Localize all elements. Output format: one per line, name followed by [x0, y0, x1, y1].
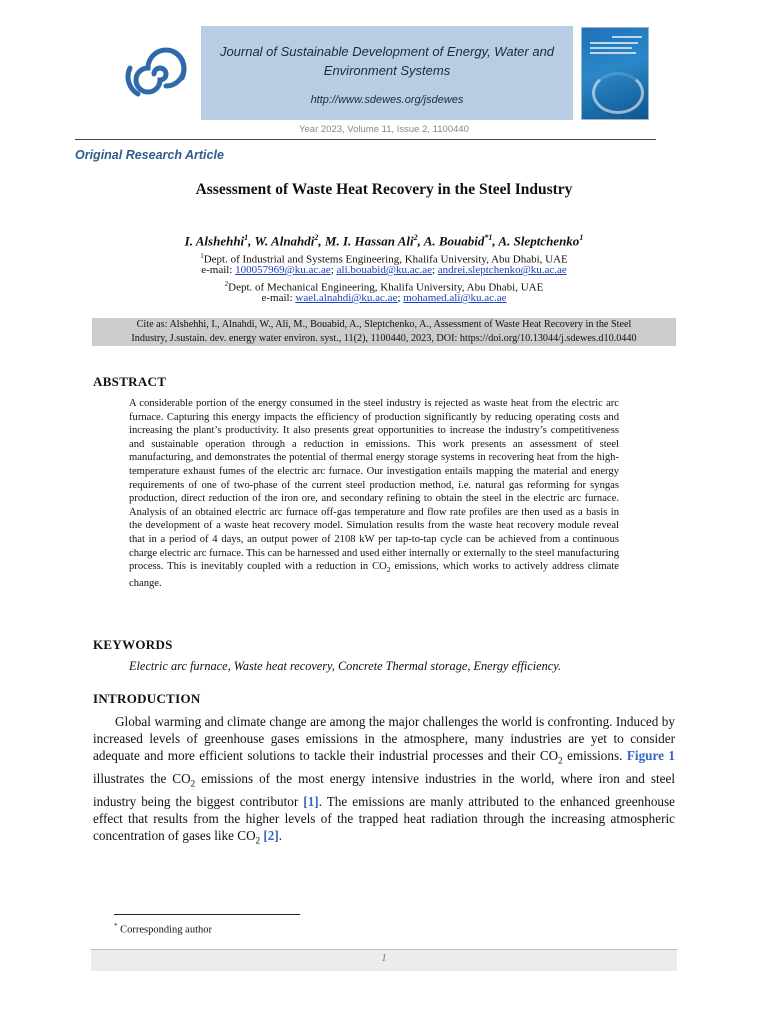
sdewes-logo-icon [116, 34, 196, 112]
journal-banner [201, 26, 573, 120]
author-affil-sup: 1 [579, 233, 584, 242]
subscript: 2 [558, 755, 563, 766]
author-sep: , [417, 233, 424, 249]
introduction-heading: INTRODUCTION [93, 691, 201, 706]
footnote [114, 922, 212, 936]
affiliation-dept: Dept. of Mechanical Engineering, Khalifa University, Abu Dhabi, UAE [228, 281, 544, 294]
body-text: emissions. [562, 748, 627, 764]
author-name: M. I. Hassan Ali [324, 233, 414, 249]
keywords-heading: KEYWORDS [93, 637, 173, 652]
citation-box [92, 318, 676, 346]
issue-line: Year 2023, Volume 11, Issue 2, 1100440 [299, 124, 469, 135]
author-list [0, 233, 768, 249]
abstract-body [129, 397, 619, 590]
footnote-text: Corresponding author [117, 924, 212, 936]
body-text: . The emissions are manly attributed to the enhanced greenhouse effect that results from the higher levels of the trapped heat radiation through the increasing atmospheric concentration of gases like CO [93, 793, 676, 843]
citation-reference-link[interactable]: [2] [263, 827, 279, 843]
author-affil-sup: 2 [314, 233, 319, 242]
keywords-list: Electric arc furnace, Waste heat recovery, Concrete Thermal storage, Energy efficiency. [129, 659, 562, 673]
body-text: Global warming and climate change are among the major challenges the world is confronting. Induced by increased levels of greenhouse gases emissions in the atmosphere, many industries are yet to consider adequate and more efficient solutions to tackle their industrial processes and their CO [93, 714, 675, 764]
email-link[interactable]: ali.bouabid@ku.ac.ae [336, 264, 432, 276]
citation-line: Cite as: Alshehhi, I., Alnahdi, W., Ali, M., Bouabid, A., Sleptchenko, A., Assessment of Waste Heat Recovery in the Steel [136, 319, 632, 330]
email-link[interactable]: mohamed.ali@ku.ac.ae [403, 292, 507, 304]
author-sep: , [492, 233, 499, 249]
page-number: 1 [381, 953, 387, 964]
abstract-text: emissions, which works to actively address climate change. [129, 561, 619, 589]
email-label: e-mail: [261, 292, 296, 304]
author-name: W. Alnahdi [254, 233, 315, 249]
author-sep: , [248, 233, 255, 249]
footnote-divider [114, 914, 300, 915]
body-text: illustrates the CO [93, 770, 191, 786]
email-link[interactable]: andrei.sleptchenko@ku.ac.ae [437, 264, 567, 276]
figure-reference-link[interactable]: Figure 1 [626, 748, 675, 764]
page-footer [91, 949, 677, 971]
author-affil-sup: 2 [413, 233, 418, 242]
author-name: I. Alshehhi [184, 233, 245, 249]
abstract-heading: ABSTRACT [93, 374, 167, 389]
email-link[interactable]: wael.alnahdi@ku.ac.ae [295, 292, 398, 304]
email-label: e-mail: [201, 264, 236, 276]
header-divider [75, 139, 656, 140]
author-affil-sup: *1 [484, 233, 493, 242]
author-affil-sup: 1 [244, 233, 249, 242]
author-sep: , [318, 233, 325, 249]
body-text: emissions of the most energy intensive industries in the world, where iron and steel industry being the biggest contributor [93, 770, 675, 809]
citation-reference-link[interactable]: [1] [303, 793, 319, 809]
subscript: 2 [190, 778, 196, 789]
journal-title: Journal of Sustainable Development of Energy, Water and Environment Systems [219, 44, 555, 78]
author-name: A. Bouabid [423, 233, 485, 249]
affiliation-2-emails: e-mail: wael.alnahdi@ku.ac.ae; mohamed.ali@ku.ac.ae [261, 292, 507, 304]
affiliation-dept: Dept. of Industrial and Systems Engineering, Khalifa University, Abu Dhabi, UAE [203, 253, 568, 266]
author-name: A. Sleptchenko [498, 233, 580, 249]
journal-url[interactable]: http://www.sdewes.org/jsdewes [310, 94, 464, 106]
subscript: 2 [255, 835, 261, 846]
email-link[interactable]: 100057969@ku.ac.ae [235, 264, 331, 276]
article-type: Original Research Article [75, 148, 224, 162]
journal-cover-icon [581, 27, 649, 120]
citation-line: Industry, J.sustain. dev. energy water environ. syst., 11(2), 1100440, 2023, DOI: https://doi.org/10.13044/j.sdewes.d10.0440 [131, 332, 637, 344]
affiliation-sup: 2 [224, 280, 229, 288]
paper-title: Assessment of Waste Heat Recovery in the Steel Industry [195, 181, 573, 198]
affiliation-sup: 1 [200, 252, 204, 260]
introduction-paragraph [93, 713, 675, 850]
affiliation-1-emails: e-mail: 100057969@ku.ac.ae; ali.bouabid@ku.ac.ae; andrei.sleptchenko@ku.ac.ae [201, 264, 567, 276]
footnote-mark: * [114, 922, 118, 930]
body-text: . [278, 827, 283, 843]
abstract-text: A considerable portion of the energy consumed in the steel industry is rejected as waste heat from the electric arc furnace. Capturing this energy impacts the efficiency of production significantly by reducing operating costs and increasing the plant’s productivity. It also presents great opportunities to increase the industry’s competitiveness and sustainable operation through a reduction in emissions. This work presents an assessment of steel manufacturing, and demonstrates the potential of thermal energy storage systems in recovering heat from the high-temperature exhaust fumes of the electric arc furnace. Our investigation entails mapping the material and energy requirements of one of two-phase of the current steel production method, i.e. natural gas reforming for syngas production, direct reduction of the iron ore, and secondary refining to obtain the steel in the electric arc furnace. Analysis of an obtained electric arc furnace off-gas temperature and flow rate profiles are then used as a basis in the development of a waste heat recovery model. Simulation results from the waste heat recovery module reveal that in a period of 4 days, an output power of 2108 kW per tap-to-tap cycle can be achieved from a continuous charge electric arc furnace. This can be harnessed and used either internally or externally to the steel manufacturing process. This is inevitably coupled with a reduction in CO [129, 398, 619, 573]
subscript: 2 [386, 565, 391, 575]
